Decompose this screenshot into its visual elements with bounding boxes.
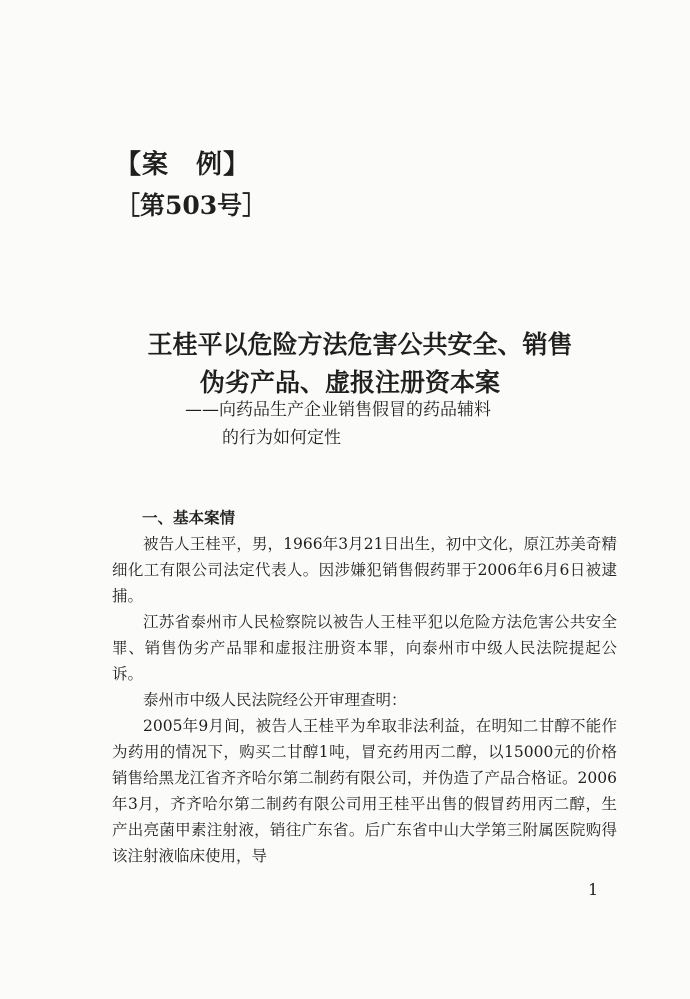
paragraph: 2005年9月间，被告人王桂平为牟取非法利益，在明知二甘醇不能作为药用的情况下，购买二甘醇1吨，冒充药用丙二醇，以15000元的价格销售给黑龙江省齐齐哈尔第二制药有限公司，并伪造了产品合格证。2006年3月，齐齐哈尔第二制药有限公司用王桂平出售的假冒药用丙二醇，生产出亮菌甲素注射液，销往广东省。后广东省中山大学第三附属医院购得该注射液临床使用，导 bbox=[112, 717, 617, 865]
page-number: 1 bbox=[588, 880, 599, 899]
subtitle-line-2: 的行为如何定性 bbox=[222, 428, 341, 448]
title-line-1: 王桂平以危险方法危害公共安全、销售 bbox=[147, 330, 573, 359]
title-line-2: 伪劣产品、虚报注册资本案 bbox=[199, 368, 500, 397]
case-title bbox=[0, 326, 690, 402]
case-subtitle bbox=[185, 396, 491, 452]
paragraph: 江苏省泰州市人民检察院以被告人王桂平犯以危险方法危害公共安全罪、销售伪劣产品罪和虚报注册资本罪，向泰州市中级人民法院提起公诉。 bbox=[112, 613, 617, 683]
case-label: 【案 例】 bbox=[115, 150, 251, 180]
case-number: ［第503号］ bbox=[115, 191, 268, 220]
body-text bbox=[112, 505, 617, 869]
section-heading: 一、基本案情 bbox=[142, 509, 236, 527]
paragraph: 被告人王桂平，男，1966年3月21日出生，初中文化，原江苏美奇精细化工有限公司法定代表人。因涉嫌犯销售假药罪于2006年6月6日被逮捕。 bbox=[112, 535, 617, 605]
subtitle-line-1: ——向药品生产企业销售假冒的药品辅料 bbox=[185, 400, 491, 420]
paragraph: 泰州市中级人民法院经公开审理查明： bbox=[143, 691, 407, 709]
